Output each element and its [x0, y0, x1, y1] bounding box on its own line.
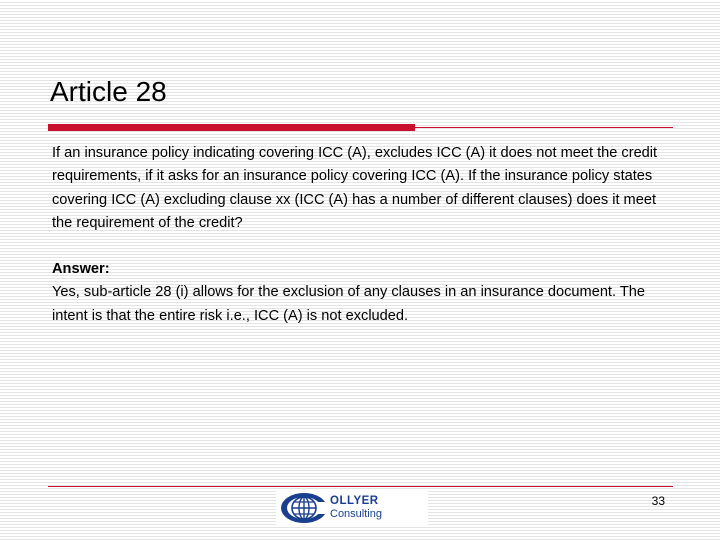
page-number: 33	[651, 494, 665, 508]
title-underline-line	[415, 127, 673, 128]
title-underline-bar	[48, 124, 415, 131]
slide-title: Article 28	[50, 76, 167, 107]
slide-body	[52, 142, 672, 328]
logo-text-collyer: OLLYER	[330, 495, 379, 507]
logo-text-consulting: Consulting	[330, 508, 382, 520]
globe-logo-icon	[280, 492, 328, 524]
answer-label: Answer:	[52, 261, 110, 278]
footer-divider	[48, 486, 673, 487]
answer-paragraph: Yes, sub-article 28 (i) allows for the exclusion of any clauses in an insurance document. The intent is that the entire risk i.e., ICC (A) is not excluded.	[52, 284, 645, 324]
collyer-consulting-logo	[276, 490, 428, 526]
question-paragraph: If an insurance policy indicating covering ICC (A), excludes ICC (A) it does not meet the credit requirements, if it asks for an insurance policy covering ICC (A). If the insurance policy states covering ICC (A) excluding clause xx (ICC (A) has a number of different clauses) does it meet the requirement of the credit?	[52, 145, 658, 231]
